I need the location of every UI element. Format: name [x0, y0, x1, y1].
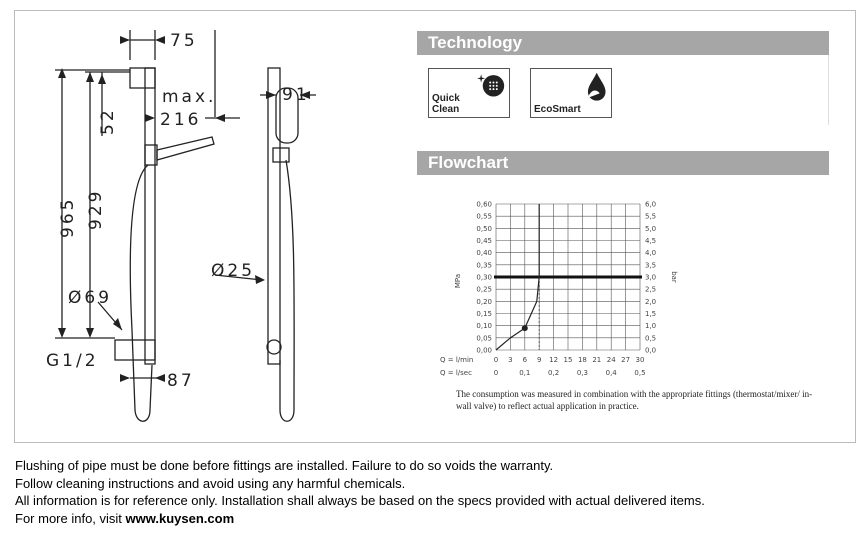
technical-drawing	[0, 0, 410, 440]
y-tick-mpa: 0,35	[476, 261, 492, 270]
flowchart-header: Flowchart	[417, 151, 829, 175]
y-tick-bar: 4,5	[645, 237, 657, 245]
quick-clean-label-2: Clean	[432, 104, 460, 115]
dim-25: Ø25	[211, 261, 256, 281]
dim-216: 216	[160, 110, 202, 130]
spray-disc-icon	[476, 71, 506, 99]
x-tick-lmin: 9	[536, 356, 542, 364]
x-label-lmin: Q = l/min	[440, 356, 474, 364]
flow-chart	[440, 195, 680, 385]
x-tick-lmin: 21	[592, 356, 602, 364]
y-tick-bar: 3,0	[645, 273, 657, 282]
dim-g12: G1/2	[46, 351, 99, 371]
x-tick-lsec: 0,5	[634, 369, 646, 377]
y-tick-bar: 2,0	[645, 297, 657, 306]
hose	[130, 165, 152, 421]
y-label-right: bar	[670, 271, 678, 283]
dim-max: max.	[162, 87, 217, 107]
x-tick-lsec: 0,4	[605, 369, 617, 377]
x-tick-lmin: 0	[493, 356, 499, 364]
y-tick-bar: 1,0	[645, 322, 657, 331]
dim-87: 87	[167, 371, 195, 391]
data-point	[522, 325, 528, 331]
quick-clean-label-1: Quick	[432, 93, 460, 104]
technology-section	[417, 55, 829, 125]
dim-52: 52	[98, 107, 118, 135]
y-tick-mpa: 0,40	[476, 249, 492, 258]
y-tick-bar: 0,0	[645, 346, 657, 355]
y-tick-bar: 5,0	[645, 224, 657, 233]
x-label-lsec: Q = l/sec	[440, 369, 472, 377]
y-tick-bar: 4,0	[645, 249, 657, 258]
leaf-drop-icon	[585, 71, 607, 101]
y-tick-bar: 6,0	[645, 200, 657, 209]
footer-line: All information is for reference only. Installation shall always be based on the specs provided with actual delivered items.	[15, 493, 705, 508]
y-tick-mpa: 0,25	[476, 285, 492, 294]
website-link[interactable]: www.kuysen.com	[125, 510, 235, 526]
x-tick-lmin: 3	[508, 356, 513, 364]
dim-965: 965	[58, 196, 78, 238]
y-tick-mpa: 0,10	[476, 322, 492, 331]
y-tick-mpa: 0,45	[476, 237, 492, 245]
x-tick-lmin: 12	[549, 356, 559, 364]
quick-clean-badge	[428, 68, 510, 118]
ecosmart-badge	[530, 68, 612, 118]
y-tick-mpa: 0,00	[476, 346, 492, 355]
y-tick-mpa: 0,30	[476, 273, 492, 282]
x-tick-lsec: 0,1	[519, 369, 531, 377]
y-tick-mpa: 0,60	[476, 200, 492, 209]
footer-line: Follow cleaning instructions and avoid using any harmful chemicals.	[15, 475, 406, 491]
y-tick-bar: 5,5	[645, 212, 657, 221]
y-tick-mpa: 0,15	[476, 310, 492, 318]
footer-more-prefix: For more info, visit	[15, 510, 126, 526]
y-tick-bar: 3,5	[645, 261, 657, 270]
y-tick-mpa: 0,20	[476, 297, 492, 306]
footer-line: Flushing of pipe must be done before fittings are installed. Failure to do so voids the warranty.	[15, 458, 554, 473]
dim-75: 75	[170, 31, 198, 51]
y-tick-bar: 0,5	[645, 334, 657, 343]
rail-front	[145, 68, 155, 364]
x-tick-lmin: 30	[635, 356, 645, 364]
x-tick-lsec: 0	[493, 369, 499, 377]
x-tick-lmin: 15	[563, 356, 573, 364]
ecosmart-label: EcoSmart	[534, 104, 581, 115]
y-tick-mpa: 0,50	[476, 224, 492, 233]
technology-header: Technology	[417, 31, 829, 55]
y-tick-bar: 2,5	[645, 285, 657, 294]
x-tick-lmin: 24	[606, 356, 616, 364]
footer-text	[15, 457, 705, 527]
x-tick-lsec: 0,3	[576, 369, 588, 377]
dim-69: Ø69	[68, 288, 113, 308]
x-tick-lmin: 18	[577, 356, 587, 364]
shower-holder-arm	[157, 137, 214, 160]
y-tick-bar: 1,5	[645, 310, 657, 318]
wall-connector	[115, 340, 155, 360]
flowchart-note: The consumption was measured in combination with the appropriate fittings (thermostat/mixer/ in-wall valve) to reflect actual application in practice.	[456, 389, 813, 411]
dim-929: 929	[86, 188, 106, 230]
y-tick-mpa: 0,05	[476, 334, 492, 343]
rail-side	[268, 68, 280, 364]
y-label-left: MPa	[454, 273, 462, 289]
x-tick-lmin: 6	[522, 356, 528, 364]
x-tick-lmin: 27	[621, 356, 631, 364]
dim-91: 91	[282, 85, 310, 105]
y-tick-mpa: 0,55	[476, 212, 492, 221]
x-tick-lsec: 0,2	[548, 369, 560, 377]
